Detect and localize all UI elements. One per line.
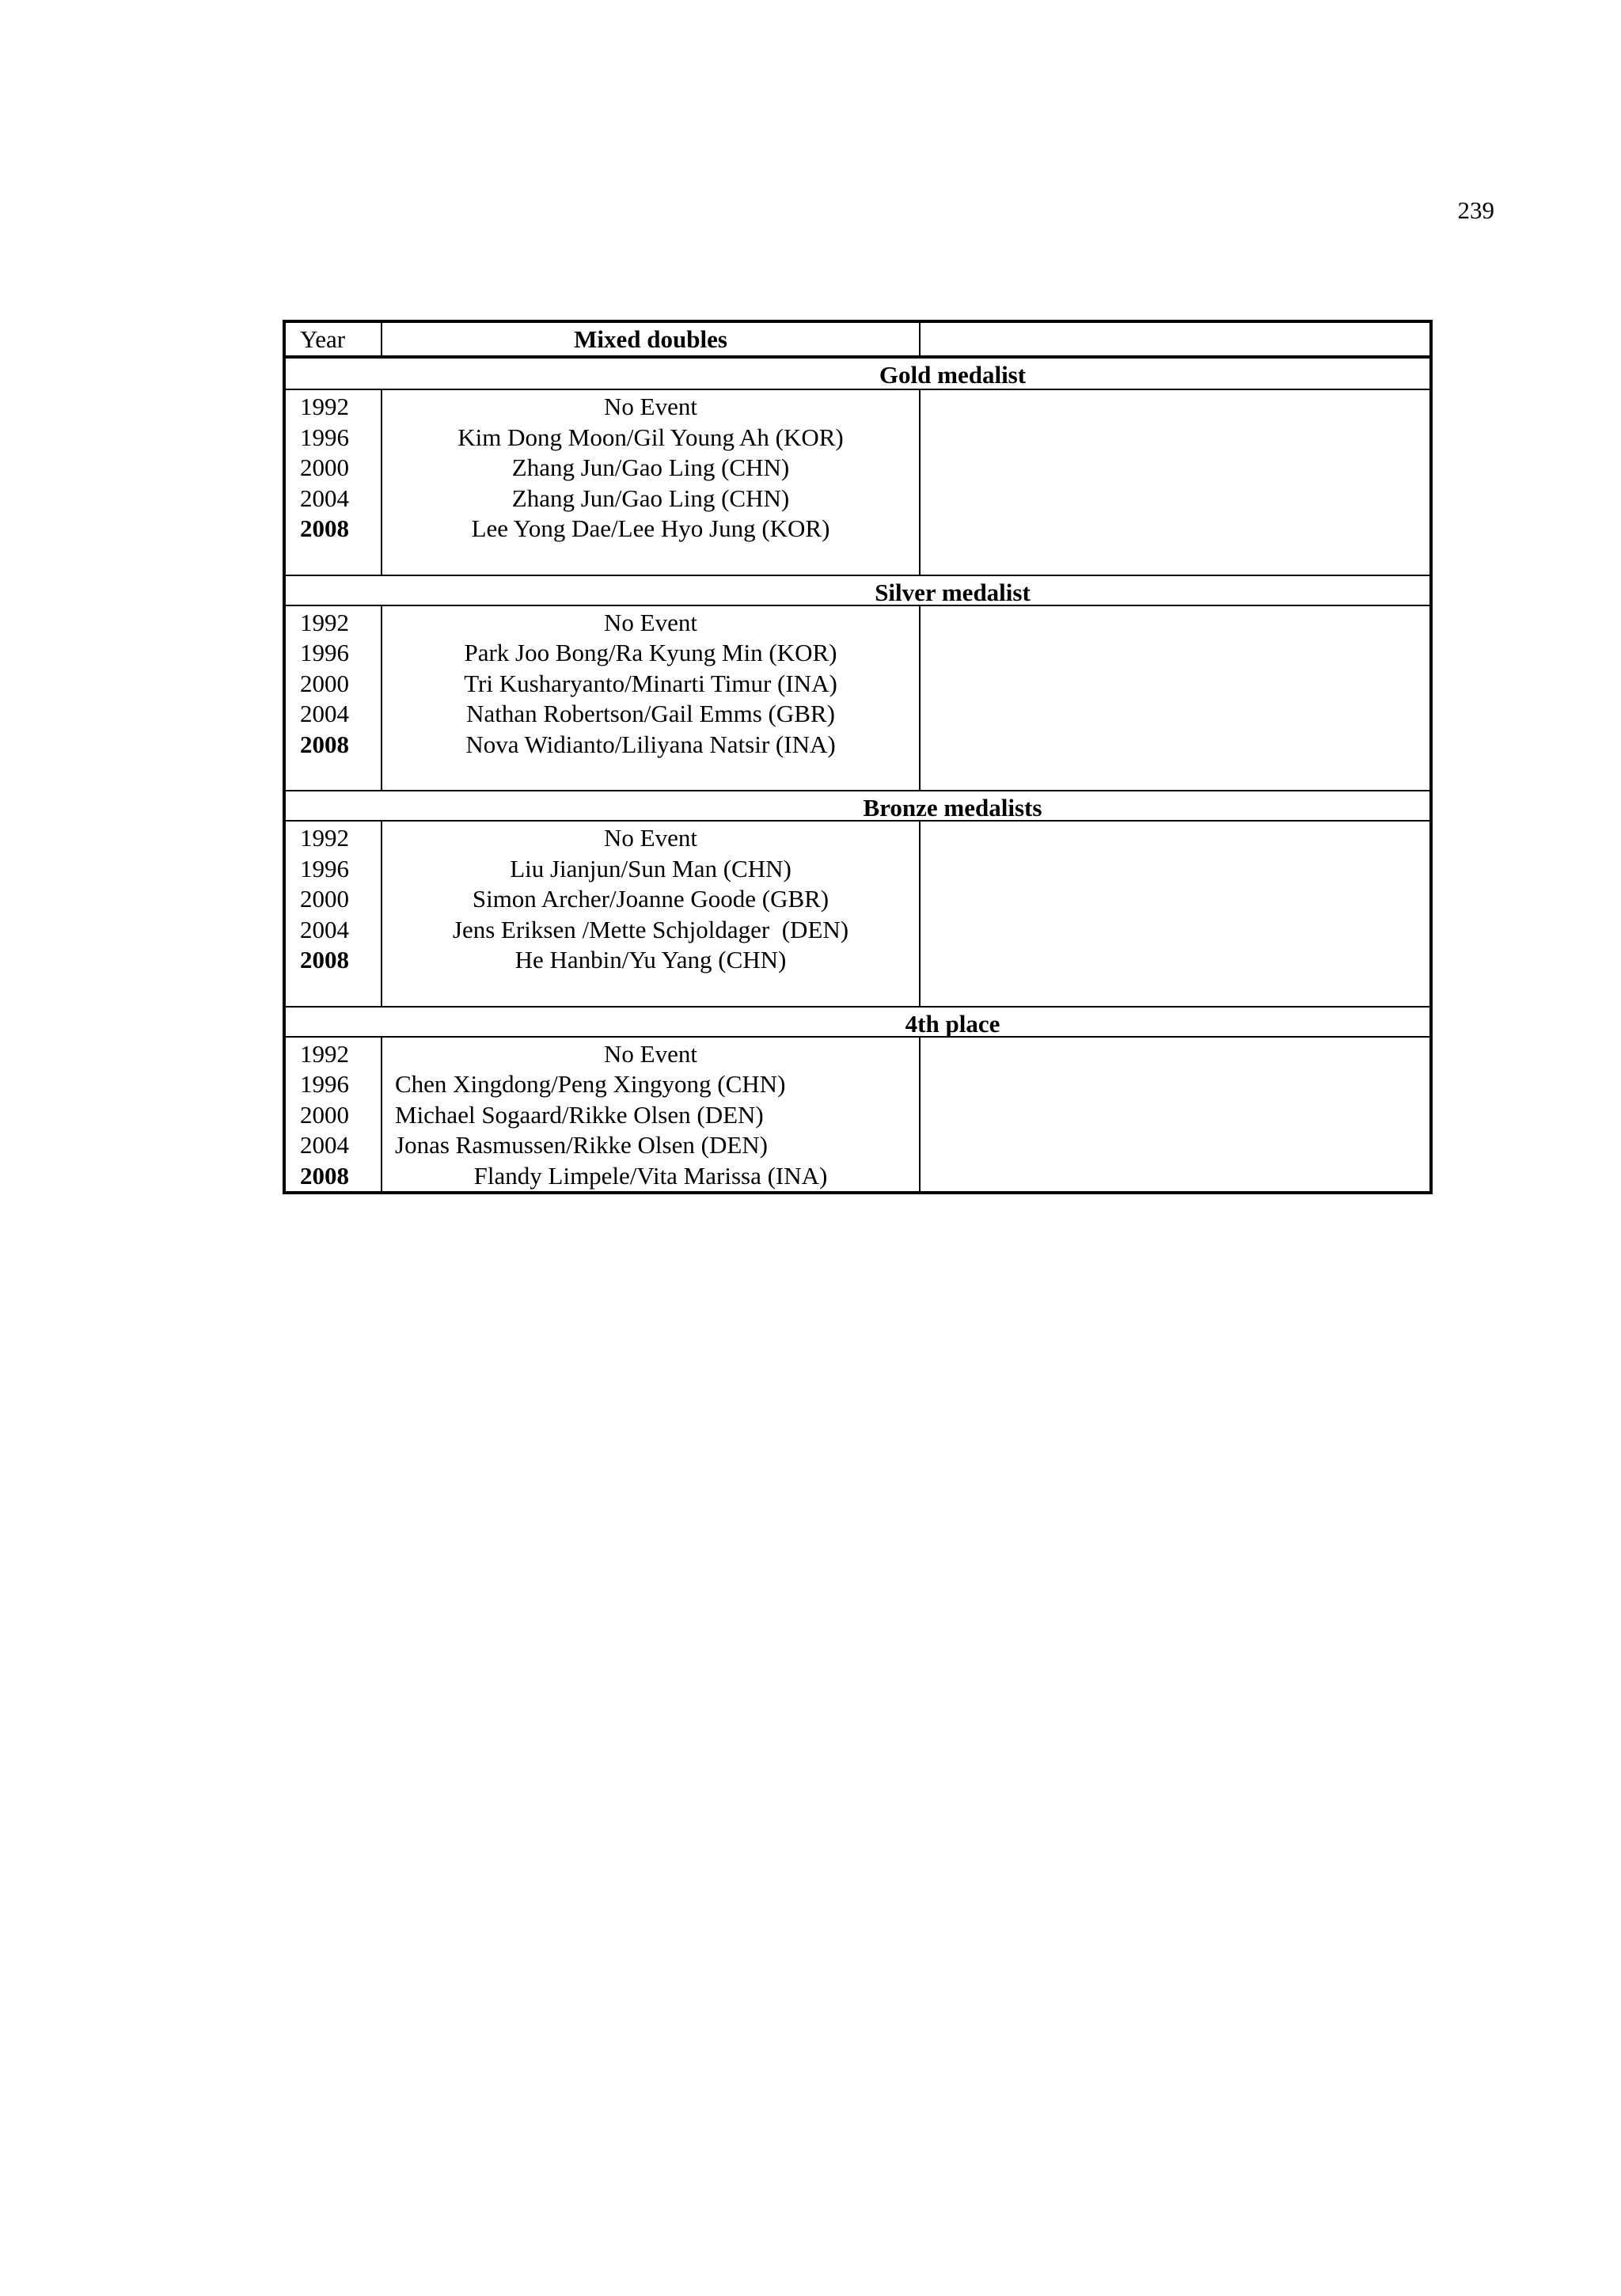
year-cell: 2008 — [300, 946, 349, 973]
empty-column — [921, 1038, 1429, 1192]
name-cell: No Event — [604, 1039, 697, 1068]
name-cell: Simon Archer/Joanne Goode (GBR) — [472, 885, 829, 913]
year-cell: 1996 — [300, 639, 349, 666]
year-column — [286, 390, 382, 575]
year-cell: 1996 — [300, 1070, 349, 1098]
year-cell: 1992 — [300, 608, 349, 636]
name-cell: He Hanbin/Yu Yang (CHN) — [514, 946, 787, 973]
medal-table — [283, 320, 1433, 1194]
name-cell: Zhang Jun/Gao Ling (CHN) — [511, 484, 790, 512]
name-cell: Nova Widianto/Liliyana Natsir (INA) — [465, 730, 836, 758]
year-cell: 1996 — [300, 423, 349, 451]
year-column — [286, 822, 382, 1006]
year-cell: 2008 — [300, 514, 349, 542]
section-title-gold: Gold medalist — [286, 359, 1429, 390]
year-cell: 1992 — [300, 824, 349, 852]
year-column-header: Year — [286, 323, 382, 355]
empty-column — [921, 390, 1429, 575]
year-cell: 2000 — [300, 669, 349, 697]
year-cell: 2000 — [300, 1100, 349, 1129]
event-column-header: Mixed doubles — [382, 323, 921, 355]
name-cell: No Event — [604, 824, 697, 852]
name-cell: Liu Jianjun/Sun Man (CHN) — [510, 854, 792, 882]
name-cell: Jens Eriksen /Mette Schjoldager (DEN) — [452, 915, 849, 943]
name-cell: Jonas Rasmussen/Rikke Olsen (DEN) — [395, 1131, 768, 1159]
empty-column — [921, 606, 1429, 791]
name-column — [382, 822, 921, 1006]
spacer — [300, 545, 381, 575]
name-cell: Flandy Limpele/Vita Marissa (INA) — [473, 1161, 828, 1190]
name-cell: No Event — [604, 608, 697, 636]
year-cell: 2004 — [300, 484, 349, 512]
name-cell: Lee Yong Dae/Lee Hyo Jung (KOR) — [471, 514, 830, 542]
name-column — [382, 1038, 921, 1192]
name-cell: Chen Xingdong/Peng Xingyong (CHN) — [395, 1070, 786, 1098]
year-cell: 2004 — [300, 915, 349, 943]
section-title-bronze: Bronze medalists — [286, 790, 1429, 822]
name-cell: Park Joo Bong/Ra Kyung Min (KOR) — [464, 639, 837, 666]
table-header-row — [286, 323, 1429, 359]
section-title-fourth: 4th place — [286, 1006, 1429, 1038]
name-cell: Zhang Jun/Gao Ling (CHN) — [511, 454, 790, 481]
section-body-bronze — [286, 822, 1429, 1006]
page-number: 239 — [1457, 196, 1494, 224]
name-cell: No Event — [604, 393, 697, 420]
year-cell: 2004 — [300, 1131, 349, 1159]
year-cell: 2008 — [300, 1161, 349, 1190]
name-cell: Tri Kusharyanto/Minarti Timur (INA) — [464, 669, 837, 697]
name-cell: Michael Sogaard/Rikke Olsen (DEN) — [395, 1100, 764, 1129]
year-column — [286, 606, 382, 791]
section-body-fourth — [286, 1038, 1429, 1192]
empty-column-header — [921, 323, 1429, 355]
name-column — [382, 390, 921, 575]
year-cell: 1992 — [300, 393, 349, 420]
name-cell: Kim Dong Moon/Gil Young Ah (KOR) — [457, 423, 844, 451]
section-title-silver: Silver medalist — [286, 575, 1429, 606]
year-column — [286, 1038, 382, 1192]
spacer — [300, 760, 381, 790]
year-cell: 2000 — [300, 454, 349, 481]
name-cell: Nathan Robertson/Gail Emms (GBR) — [466, 700, 835, 727]
year-cell: 2008 — [300, 730, 349, 758]
empty-column — [921, 822, 1429, 1006]
section-body-gold — [286, 390, 1429, 575]
year-cell: 2000 — [300, 885, 349, 913]
year-cell: 1992 — [300, 1039, 349, 1068]
year-cell: 2004 — [300, 700, 349, 727]
year-cell: 1996 — [300, 854, 349, 882]
spacer — [300, 976, 381, 1006]
section-body-silver — [286, 606, 1429, 791]
name-column — [382, 606, 921, 791]
